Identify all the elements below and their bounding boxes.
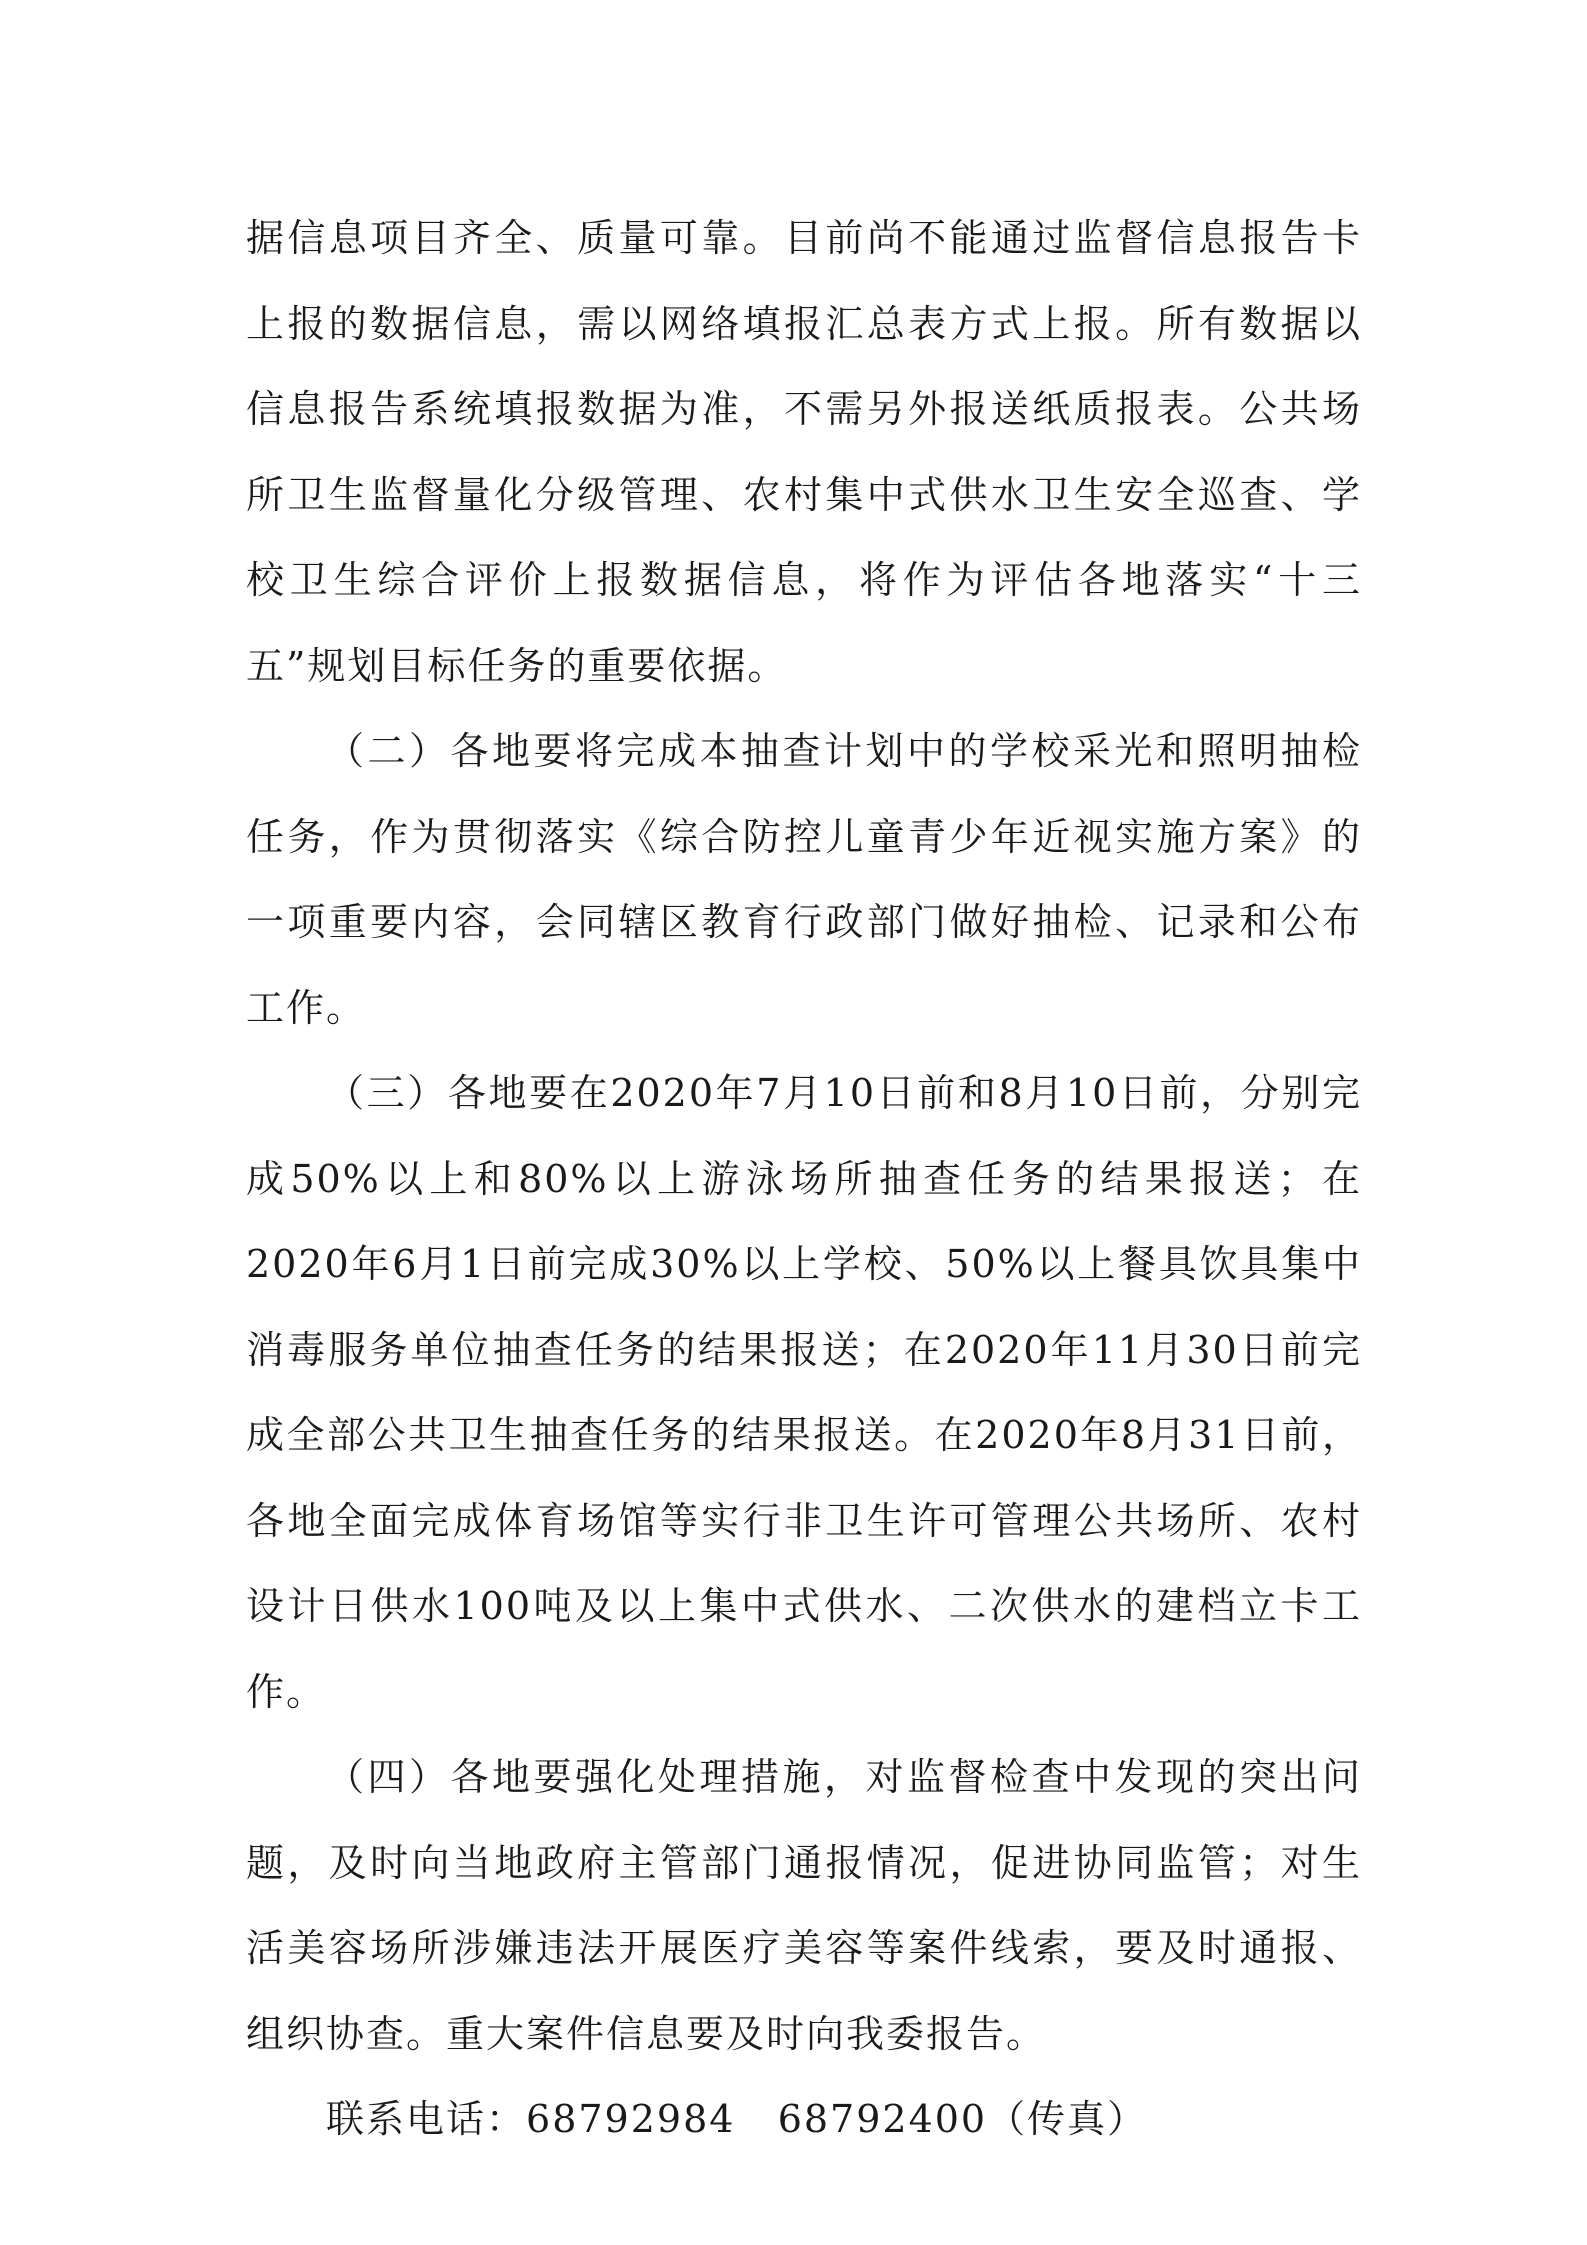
- contact-spacer: [735, 2097, 777, 2141]
- paragraph-item-3: （三）各地要在2020年7月10日前和8月10日前，分别完成50%以上和80%以上游泳场所抽查任务的结果报送；在2020年6月1日前完成30%以上学校、50%以上餐具饮具集中消毒服务单位抽查任务的结果报送；在2020年11月30日前完成全部公共卫生抽查任务的结果报送。在2020年8月31日前，各地全面完成体育场馆等实行非卫生许可管理公共场所、农村设计日供水100吨及以上集中式供水、二次供水的建档立卡工作。: [246, 1071, 1362, 1714]
- document-body: [246, 196, 1362, 2163]
- contact-phone: 68792984: [526, 2097, 736, 2141]
- paragraph-item-4: （四）各地要强化处理措施，对监督检查中发现的突出问题，及时向当地政府主管部门通报情况，促进协同监管；对生活美容场所涉嫌违法开展医疗美容等案件线索，要及时通报、组织协查。重大案件信息要及时向我委报告。: [246, 1755, 1362, 2056]
- paragraph-item-2: （二）各地要将完成本抽查计划中的学校采光和照明抽检任务，作为贯彻落实《综合防控儿童青少年近视实施方案》的一项重要内容，会同辖区教育行政部门做好抽检、记录和公布工作。: [246, 729, 1362, 1030]
- contact-line: [246, 2077, 1362, 2163]
- paragraph-continued: 据信息项目齐全、质量可靠。目前尚不能通过监督信息报告卡上报的数据信息，需以网络填报汇总表方式上报。所有数据以信息报告系统填报数据为准，不需另外报送纸质报表。公共场所卫生监督量化分级管理、农村集中式供水卫生安全巡查、学校卫生综合评价上报数据信息，将作为评估各地落实“十三五”规划目标任务的重要依据。: [246, 216, 1362, 688]
- contact-fax: 68792400（传真）: [777, 2097, 1148, 2141]
- contact-label: 联系电话：: [326, 2097, 527, 2141]
